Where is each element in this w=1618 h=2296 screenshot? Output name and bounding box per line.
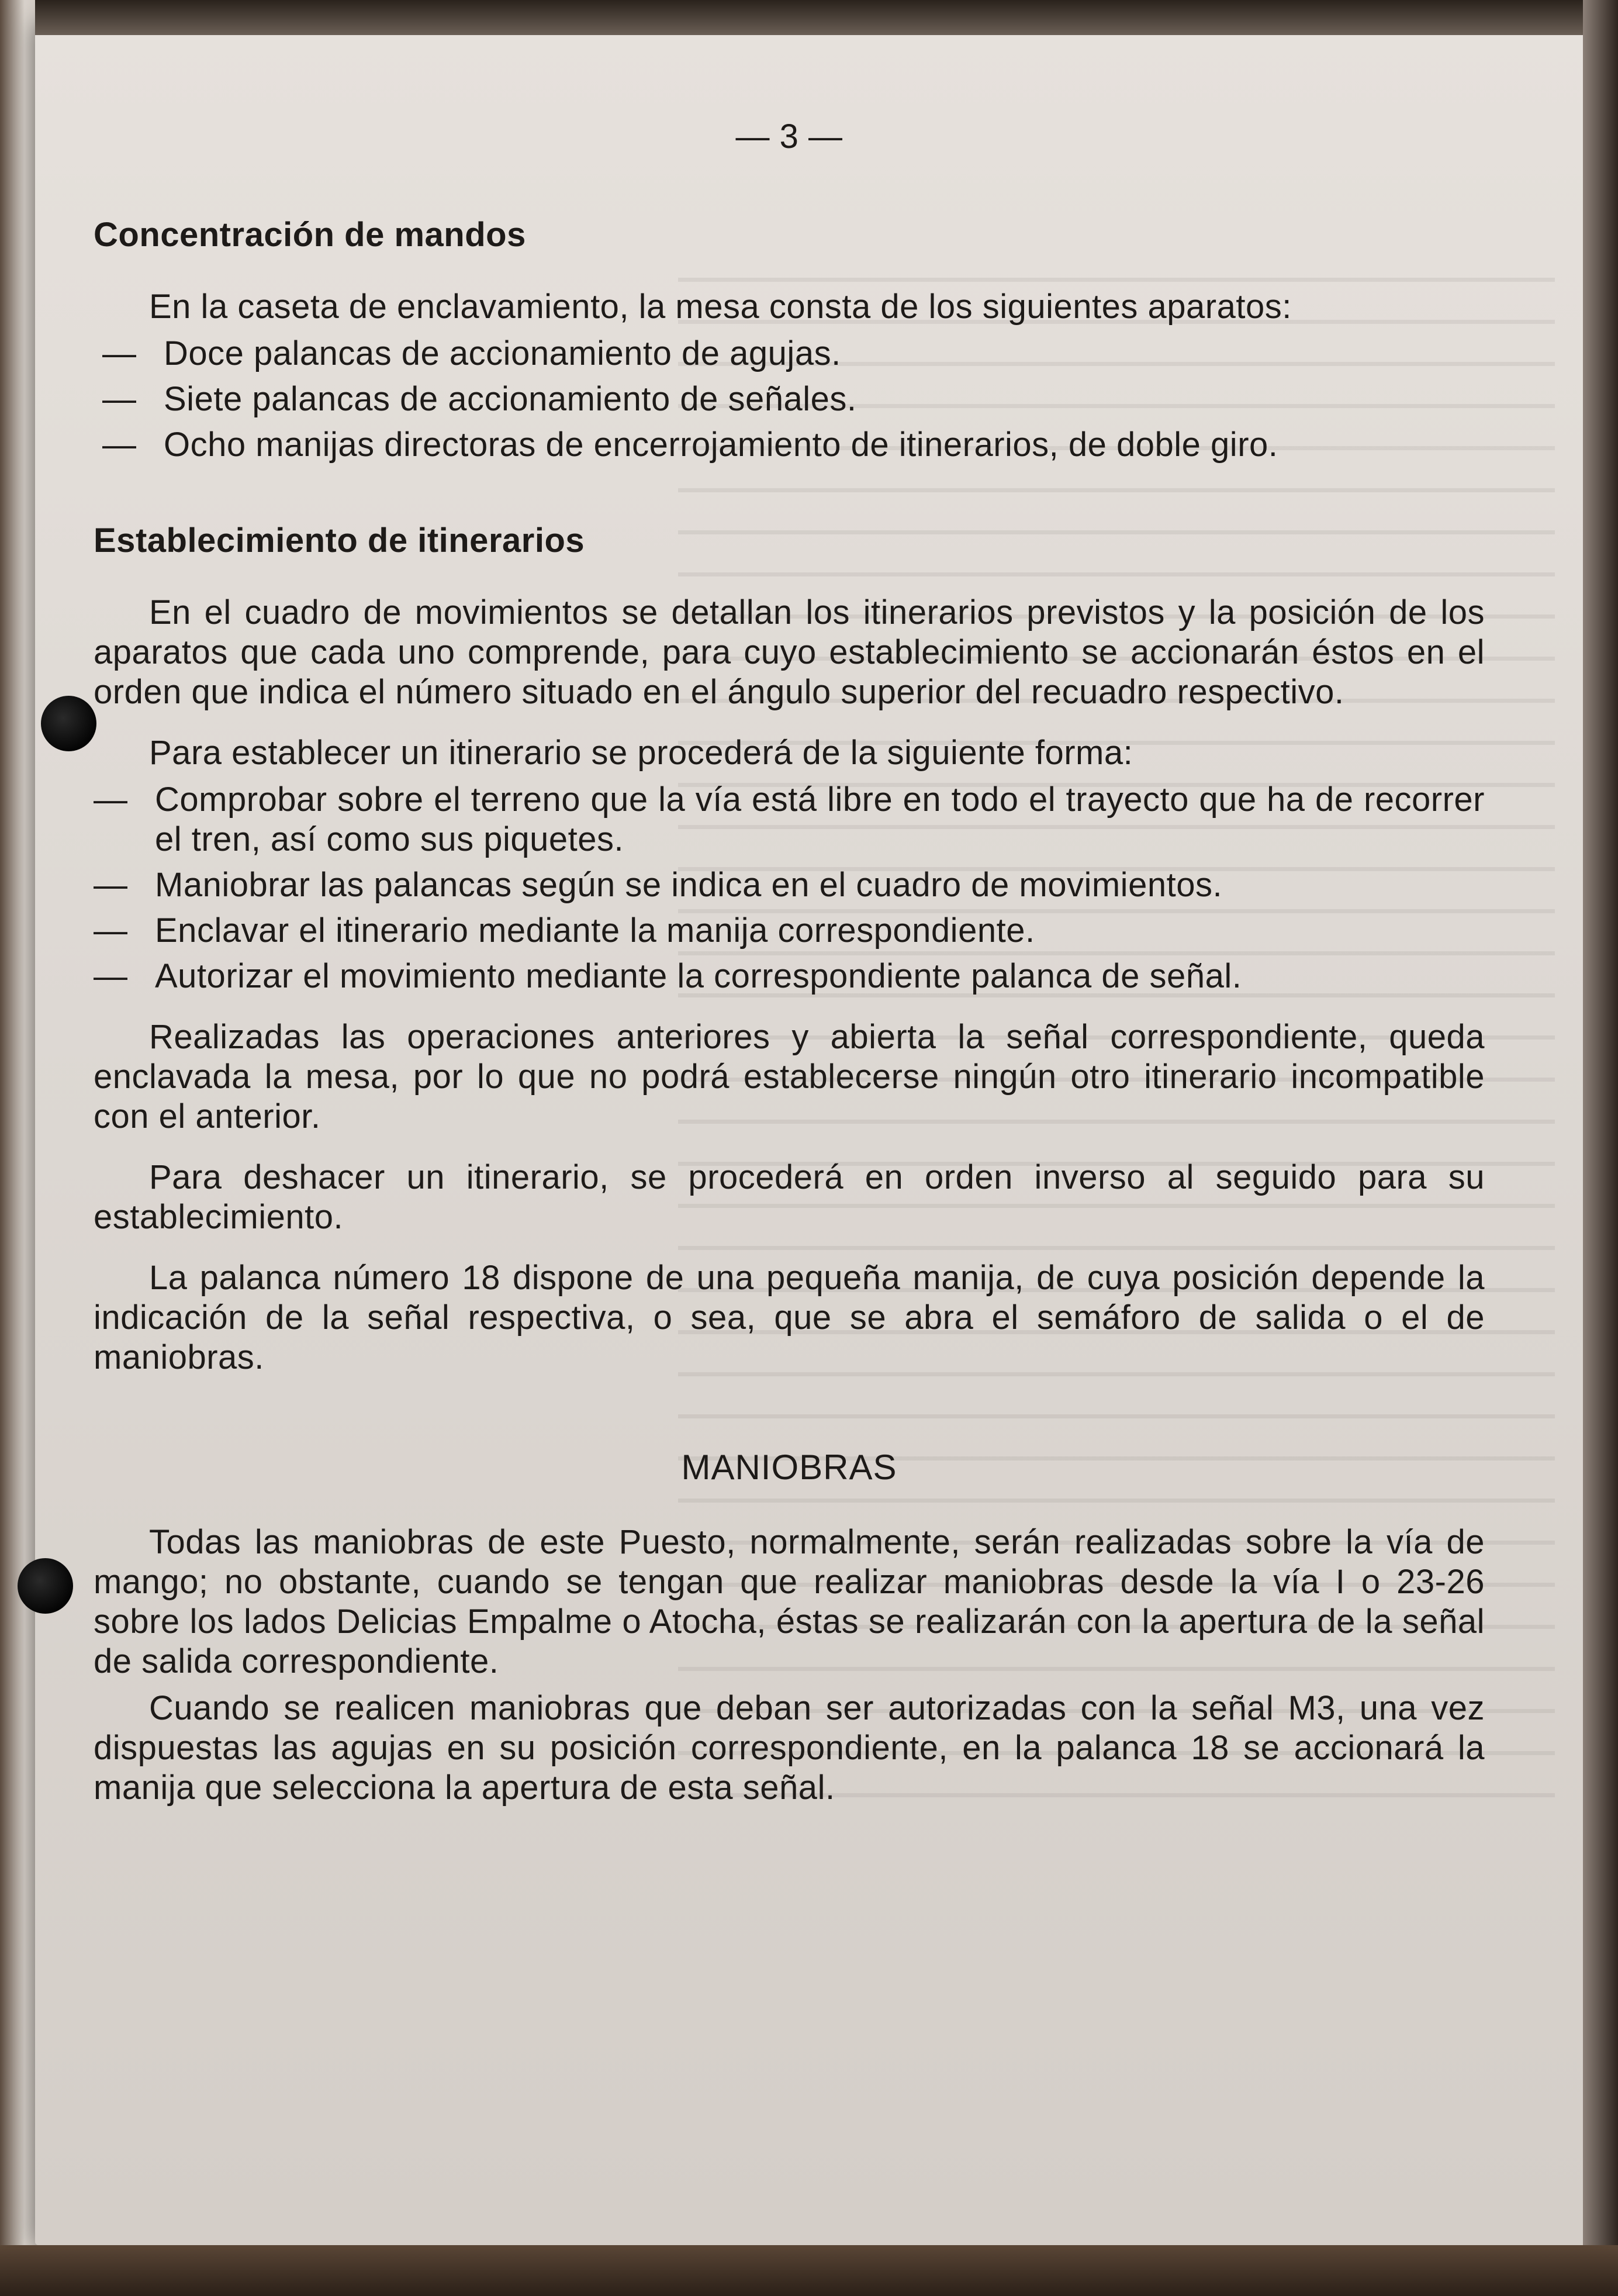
heading-concentracion: Concentración de mandos	[94, 216, 526, 254]
heading-establecimiento: Establecimiento de itinerarios	[94, 522, 585, 560]
binder-hole-bottom	[18, 1558, 73, 1614]
list-item: — Comprobar sobre el terreno que la vía está libre en todo el trayecto que ha de recorrer el tren, así como sus piquetes.	[94, 780, 1485, 859]
binder-hole-top	[41, 696, 96, 751]
page-top-edge	[35, 0, 1590, 35]
paragraph-establecimiento-3: Realizadas las operaciones anteriores y abierta la señal correspondiente, queda enclavada la mesa, por lo que no podrá establecerse ningún otro itinerario incompatible con el anterior.	[94, 1018, 1485, 1135]
paragraph-concentracion-intro: En la caseta de enclavamiento, la mesa consta de los siguientes aparatos:	[149, 288, 1292, 326]
paragraph-establecimiento-1: En el cuadro de movimientos se detallan los itinerarios previstos y la posición de los aparatos que cada uno comprende, para cuyo establecimiento se accionarán éstos en el orden que indica el número situado en el ángulo superior del recuadro respectivo.	[94, 593, 1485, 711]
page-right-edge	[1583, 0, 1618, 2296]
paragraph-maniobras-1: Todas las maniobras de este Puesto, normalmente, serán realizadas sobre la vía de mango; no obstante, cuando se tengan que realizar maniobras desde la vía I o 23-26 sobre los lados Delicias Empalme o Atocha, éstas se realizarán con la apertura de la señal de salida correspondiente.	[94, 1523, 1485, 1680]
list-item: — Maniobrar las palancas según se indica en el cuadro de movimientos.	[94, 865, 1485, 905]
page-number: — 3 —	[735, 118, 843, 156]
list-item: — Autorizar el movimiento mediante la correspondiente palanca de señal.	[94, 957, 1485, 996]
list-item: — Enclavar el itinerario mediante la manija correspondiente.	[94, 911, 1485, 951]
list-pasos	[94, 780, 1485, 996]
section-title-maniobras: MANIOBRAS	[681, 1448, 897, 1487]
list-item: — Ocho manijas directoras de encerrojamiento de itinerarios, de doble giro.	[94, 425, 1485, 465]
list-item: — Doce palancas de accionamiento de agujas.	[94, 334, 1485, 374]
page-bottom-edge	[0, 2245, 1618, 2296]
paragraph-establecimiento-4: Para deshacer un itinerario, se procederá en orden inverso al seguido para su establecimiento.	[94, 1158, 1485, 1236]
list-item: — Siete palancas de accionamiento de señales.	[94, 379, 1485, 419]
page-content	[94, 117, 1485, 1829]
paragraph-maniobras-2: Cuando se realicen maniobras que deban ser autorizadas con la señal M3, una vez dispuestas las agujas en su posición correspondiente, en la palanca 18 se accionará la manija que selecciona la apertura de esta señal.	[94, 1689, 1485, 1807]
list-aparatos	[94, 334, 1485, 465]
paragraph-establecimiento-5: La palanca número 18 dispone de una pequeña manija, de cuya posición depende la indicación de la señal respectiva, o sea, que se abra el semáforo de salida o el de maniobras.	[94, 1259, 1485, 1376]
paragraph-establecimiento-2: Para establecer un itinerario se procederá de la siguiente forma:	[149, 734, 1133, 772]
